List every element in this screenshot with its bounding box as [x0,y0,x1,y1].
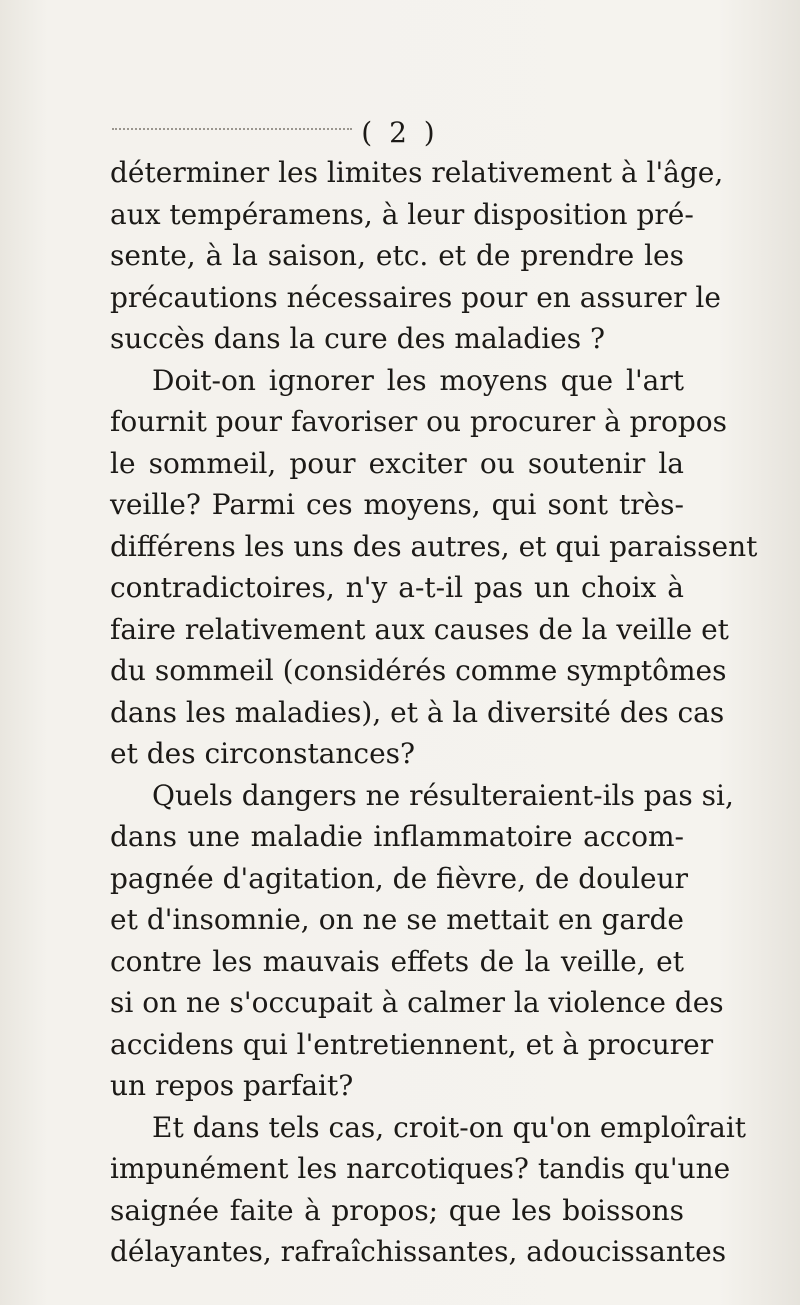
text-line: faire relativement aux causes de la veille et [110,612,729,646]
text-line: le sommeil, pour exciter ou soutenir la [110,446,684,480]
paragraph [110,1107,747,1273]
text-line: et d'insomnie, on ne se mettait en garde [110,903,684,936]
text-line: impunément les narcotiques? tandis qu'une [110,1152,731,1185]
text-line: si on ne s'occupait à calmer la violence des [110,986,724,1019]
text-line: précautions nécessaires pour en assurer le [110,280,721,314]
text-line: pagnée d'agitation, de fièvre, de douleur [110,861,689,895]
text-line: veille? Parmi ces moyens, qui sont très- [110,488,684,521]
text-line: Et dans tels cas, croit-on qu'on emploîrait [152,1110,747,1144]
body-text [110,152,758,1273]
text-line: dans les maladies), et à la diversité des cas [110,695,725,729]
text-line: saignée faite à propos; que les boissons [110,1193,684,1227]
paragraph [110,360,758,775]
text-line: un repos parfait? [110,1069,354,1102]
text-line: délayantes, rafraîchissantes, adoucissantes [110,1235,727,1268]
text-line: Doit-on ignorer les moyens que l'art [152,363,684,397]
paragraph [110,152,724,360]
text-line: déterminer les limites relativement à l'âge, [110,156,724,189]
text-line: fournit pour favoriser ou procurer à propos [110,405,727,438]
text-line: et des circonstances? [110,737,416,770]
text-line: contre les mauvais effets de la veille, et [110,944,684,978]
text-line: dans une maladie inflammatoire accom- [110,820,684,853]
text-line: sente, à la saison, etc. et de prendre les [110,239,684,272]
text-line: contradictoires, n'y a-t-il pas un choix à [110,571,684,604]
paragraph [110,775,734,1107]
page-number: ( 2 ) [361,116,439,149]
text-line: du sommeil (considérés comme symptômes [110,654,727,687]
text-line: aux tempéramens, à leur disposition pré- [110,197,694,231]
text-line: Quels dangers ne résulteraient-ils pas si, [152,778,734,812]
text-line: différens les uns des autres, et qui paraissent [110,529,758,563]
text-line: accidens qui l'entretiennent, et à procurer [110,1027,714,1061]
text-line: succès dans la cure des maladies ? [110,322,606,355]
